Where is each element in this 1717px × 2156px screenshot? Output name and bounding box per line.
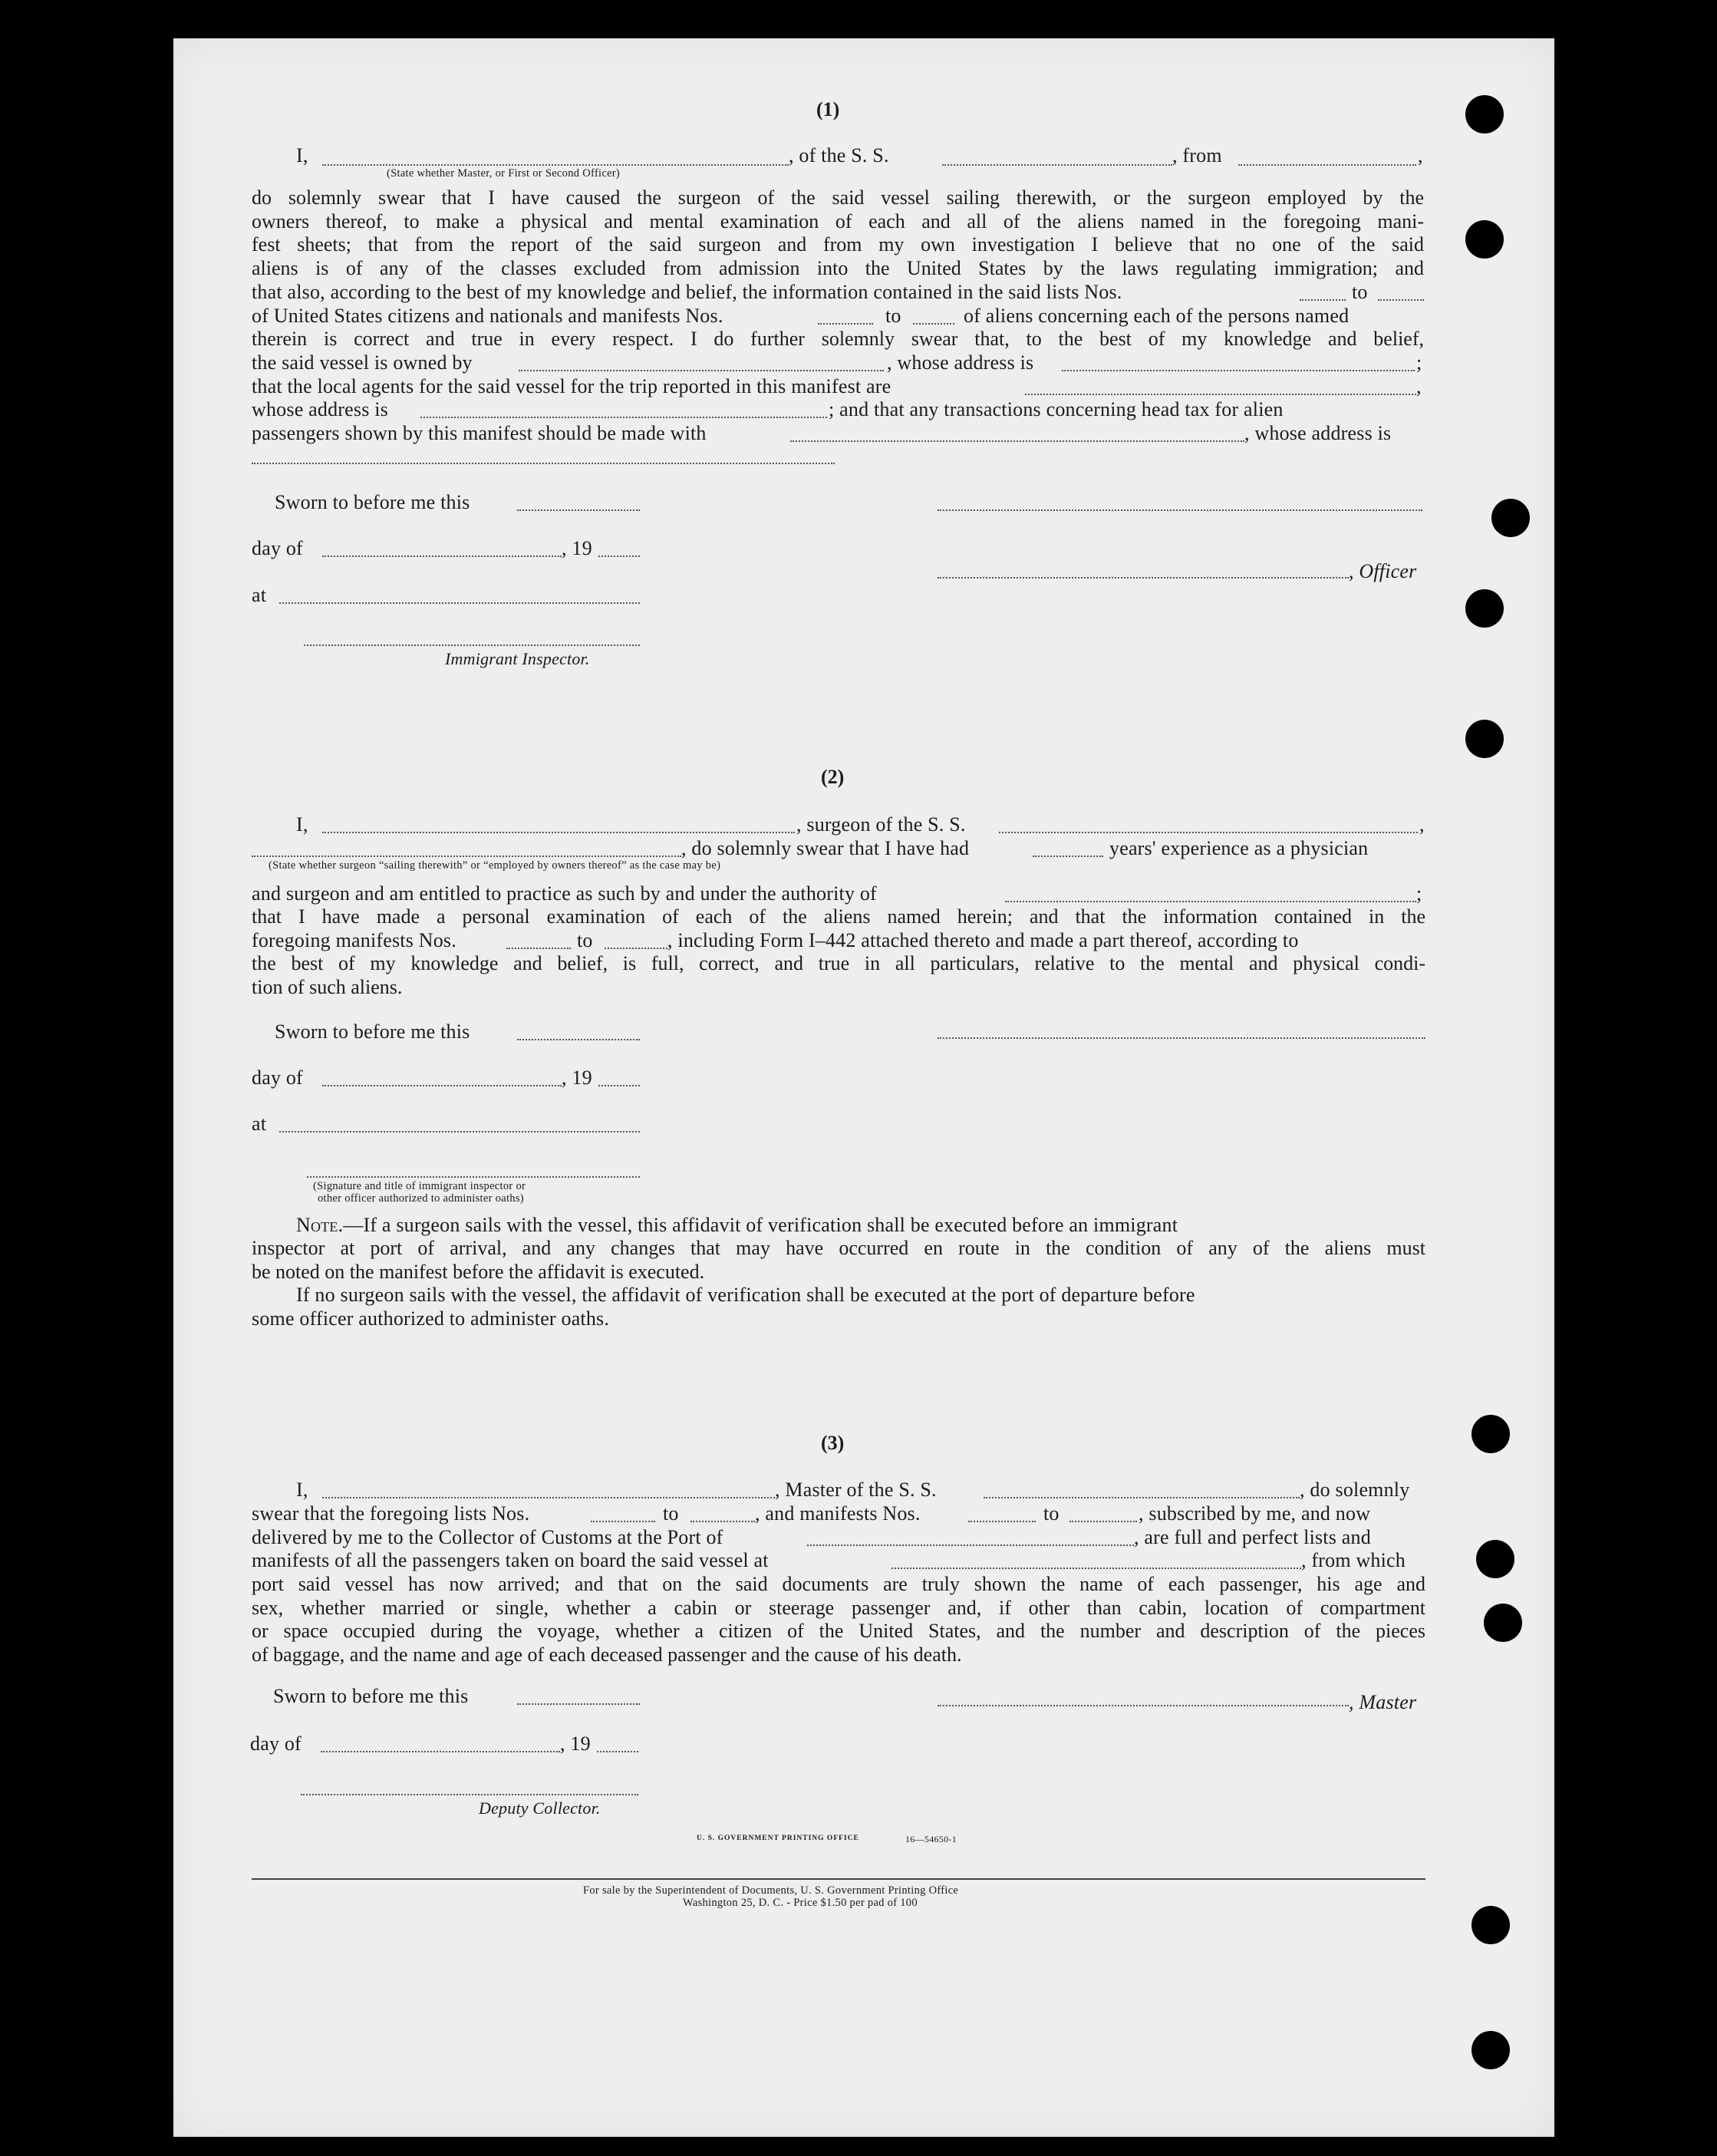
s2-note-text: —If a surgeon sails with the vessel, this affidavit of verification shall be executed before an immigrant [343,1214,1178,1236]
s1-text-line: therein is correct and true in every respect. I do further solemnly swear that, to the best of my knowledge and belief, [252,328,1424,350]
s1-l6b: to [885,305,901,327]
s1-owner-address-field[interactable] [1062,370,1415,371]
s1-sworn: Sworn to before me this [275,491,470,513]
s3-l2b: to [663,1502,679,1525]
s2-day-field[interactable] [322,1085,562,1086]
s2-note-line: inspector at port of arrival, and any changes that may have occurred en route in the condition of any of the aliens must [252,1237,1425,1259]
s2-manifest-to-field[interactable] [605,948,667,949]
s3-l1b: , Master of the S. S. [775,1479,937,1501]
s2-l3b: ; [1416,882,1422,905]
s1-l9a: that the local agents for the said vessel for the trip reported in this manifest are [252,375,891,397]
s2-years-field[interactable] [1033,855,1103,857]
s2-line4 [252,905,1425,929]
s1-manifest-from-field[interactable] [818,323,873,325]
s1-line1-from: , from [1172,144,1222,166]
footer-rule [252,1878,1425,1880]
s1-at: at [252,584,267,606]
s1-l10b: ; and that any transactions concerning head tax for alien [829,398,1284,420]
punch-hole [1471,1906,1510,1944]
s3-master-signature-field[interactable] [938,1705,1349,1706]
s3-day-field[interactable] [321,1751,560,1752]
s3-port-field[interactable] [807,1544,1134,1546]
s3-text-line: port said vessel has now arrived; and that on the said documents are truly shown the name of each passenger, his age and [252,1573,1425,1595]
s1-officer-label: , Officer [1349,560,1417,582]
punch-hole [1476,1540,1514,1578]
form-code: 16—54650-1 [905,1834,957,1844]
s1-sworn-date-field[interactable] [517,509,640,511]
s1-line7 [252,328,1424,351]
s2-signature-field[interactable] [307,1176,640,1178]
s2-caption: (State whether surgeon “sailing therewith” or “employed by owners thereof” as the case may be) [269,859,721,872]
sale-line-2: Washington 25, D. C. - Price $1.50 per pad of 100 [683,1897,918,1909]
s3-l2e: , subscribed by me, and now [1139,1502,1371,1525]
s2-at-field[interactable] [279,1131,640,1132]
s3-lists-to-field[interactable] [690,1521,755,1522]
s2-note-line1 [296,1214,1178,1237]
s1-inspector-label: Immigrant Inspector. [445,649,590,668]
s1-dayof: day of [252,537,303,559]
s1-lists-from-field[interactable] [1300,299,1346,301]
s3-boarding-place-field[interactable] [891,1568,1301,1569]
s1-year-field[interactable] [598,555,640,557]
punch-hole [1465,95,1504,134]
s3-text-line: of baggage, and the name and age of each deceased passenger and the cause of his death. [252,1643,962,1666]
s1-l6c: of aliens concerning each of the persons named [964,305,1350,327]
s2-text-line: that I have made a personal examination of each of the aliens named herein; and that the information contained in the [252,905,1425,928]
s2-note5: some officer authorized to administer oaths. [252,1307,610,1330]
s1-head-tax-address-field[interactable] [252,463,835,464]
s1-text-line: aliens is of any of the classes excluded from admission into the United States by the laws regulating immigration; and [252,256,1424,279]
s2-authority-field[interactable] [1005,901,1416,902]
s3-sworn: Sworn to before me this [273,1685,469,1707]
s2-text-line: the best of my knowledge and belief, is full, correct, and true in all particulars, relative to the mental and physical condi- [252,952,1425,974]
punch-hole [1465,720,1504,758]
s2-year: , 19 [562,1066,592,1089]
s3-l2a: swear that the foregoing lists Nos. [252,1502,530,1525]
s1-l9b: , [1416,375,1422,397]
s3-lists-from-field[interactable] [591,1521,655,1522]
s2-l1c: , [1419,813,1425,836]
s2-sworn: Sworn to before me this [275,1020,470,1043]
s3-collector-signature-field[interactable] [301,1794,638,1795]
s1-text-line: do solemnly swear that I have caused the surgeon of the said vessel sailing therewith, or the surgeon employed by the [252,186,1424,209]
s1-at-field[interactable] [279,602,640,604]
s1-l11a: passengers shown by this manifest should be made with [252,422,707,444]
s2-surgeon-name-field[interactable] [322,832,795,833]
s2-l1b: , surgeon of the S. S. [796,813,966,836]
s2-l5b: to [577,929,593,951]
s1-agents-field[interactable] [1025,394,1416,395]
s2-l5c: , including Form I–442 attached thereto and made a part thereof, according to [667,929,1299,951]
s1-officer-rank-field[interactable] [322,164,789,166]
punch-hole [1491,499,1530,537]
s2-surgeon-signature-field[interactable] [938,1037,1425,1039]
s2-note [252,1237,1425,1284]
s1-l5b: to [1352,281,1368,303]
s1-owner-field[interactable] [519,370,884,371]
s2-note-line: be noted on the manifest before the affidavit is executed. [252,1260,705,1283]
s2-note4: If no surgeon sails with the vessel, the affidavit of verification shall be executed at the port of departure before [296,1284,1195,1306]
section-2-heading: (2) [821,766,845,788]
s2-surgeon-status-field[interactable] [252,855,681,857]
punch-hole [1465,220,1504,259]
section-1-heading: (1) [816,98,840,120]
section-3-heading: (3) [821,1432,845,1454]
s1-officer-top-field[interactable] [938,509,1422,511]
s2-sigcap2: other officer authorized to administer oaths) [318,1192,524,1205]
s2-l1a: I, [296,813,308,836]
s1-from-port-field[interactable] [1238,164,1416,166]
s2-l2a: , do solemnly swear that I have had [681,837,970,859]
s1-text-line: owners thereof, to make a physical and mental examination of each and all of the aliens named in the foregoing mani- [252,209,1424,232]
s3-l2c: , and manifests Nos. [755,1502,921,1525]
s2-l3a: and surgeon and am entitled to practice as such by and under the authority of [252,882,877,905]
s2-dayof: day of [252,1066,303,1089]
s1-line1-ofss: , of the S. S. [789,144,889,166]
s1-l8b: , whose address is [887,351,1034,374]
s3-l1c: , do solemnly [1300,1479,1410,1501]
s1-vessel-name-field[interactable] [942,164,1172,166]
s3-text-line: or space occupied during the voyage, whether a citizen of the United States, and the number and description of the pieces [252,1620,1425,1642]
s1-agents-address-field[interactable] [420,417,827,418]
s1-officer-signature-field[interactable] [938,577,1349,579]
s3-year-field[interactable] [597,1751,638,1752]
s1-text-line: fest sheets; that from the report of the said surgeon and from my own investigation I believe that no one of the said [252,233,1424,255]
punch-hole [1471,2031,1510,2069]
s3-manifest-from-field[interactable] [968,1521,1036,1522]
s2-text-line: tion of such aliens. [252,975,403,998]
punch-hole [1484,1604,1522,1642]
s2-sigcap1: (Signature and title of immigrant inspector or [313,1180,526,1192]
s2-sworn-date-field[interactable] [517,1039,640,1040]
s3-l4b: , from which [1301,1549,1406,1571]
sale-line-1: For sale by the Superintendent of Documents, U. S. Government Printing Office [583,1884,959,1897]
s2-manifest-from-field[interactable] [506,948,571,949]
s3-dayof: day of [250,1732,302,1755]
s2-l5a: foregoing manifests Nos. [252,929,456,951]
punch-hole [1465,589,1504,628]
s3-paragraph [252,1573,1425,1666]
s2-l2b: years' experience as a physician [1109,837,1369,859]
s1-head-tax-field[interactable] [790,440,1244,442]
s1-inspector-signature-field[interactable] [304,644,640,646]
gpo-imprint: U. S. GOVERNMENT PRINTING OFFICE [697,1835,859,1842]
s1-paragraph [252,186,1424,280]
s1-l8a: the said vessel is owned by [252,351,473,374]
s2-lines [252,952,1425,999]
s3-vessel-name-field[interactable] [984,1497,1300,1498]
s3-l1a: I, [296,1479,308,1501]
s1-l6a: of United States citizens and nationals and manifests Nos. [252,305,723,327]
s3-l3a: delivered by me to the Collector of Customs at the Port of [252,1526,723,1548]
s3-collector-label: Deputy Collector. [479,1798,601,1818]
s1-l8c: ; [1416,351,1422,374]
s1-caption: (State whether Master, or First or Second Officer) [387,167,621,180]
s1-l10a: whose address is [252,398,388,420]
s3-l4a: manifests of all the passengers taken on board the said vessel at [252,1549,769,1571]
s2-year-field[interactable] [598,1085,640,1086]
s1-day-field[interactable] [322,555,562,557]
s3-text-line: sex, whether married or single, whether a cabin or steerage passenger and, if other than cabin, location of compartment [252,1596,1425,1619]
punch-hole [1471,1415,1510,1453]
s3-sworn-date-field[interactable] [517,1703,640,1705]
s2-note-label: Note. [296,1214,344,1236]
s3-master-name-field[interactable] [322,1497,775,1498]
s1-year: , 19 [562,537,592,559]
s1-lists-to-field[interactable] [1378,299,1424,301]
s3-l2d: to [1043,1502,1060,1525]
s3-manifest-to-field[interactable] [1069,1521,1137,1522]
s3-l3b: , are full and perfect lists and [1134,1526,1371,1548]
s1-l11b: , whose address is [1244,422,1392,444]
s3-master-label: , Master [1349,1691,1417,1713]
s3-year: , 19 [560,1732,591,1755]
s1-line1-i: I, [296,144,308,166]
s2-at: at [252,1113,267,1135]
s1-manifest-to-field[interactable] [913,323,954,325]
s1-line1-end: , [1418,144,1423,166]
s1-l5a: that also, according to the best of my knowledge and belief, the information contained in the said lists Nos. [252,281,1122,303]
s2-vessel-name-field[interactable] [999,832,1418,833]
